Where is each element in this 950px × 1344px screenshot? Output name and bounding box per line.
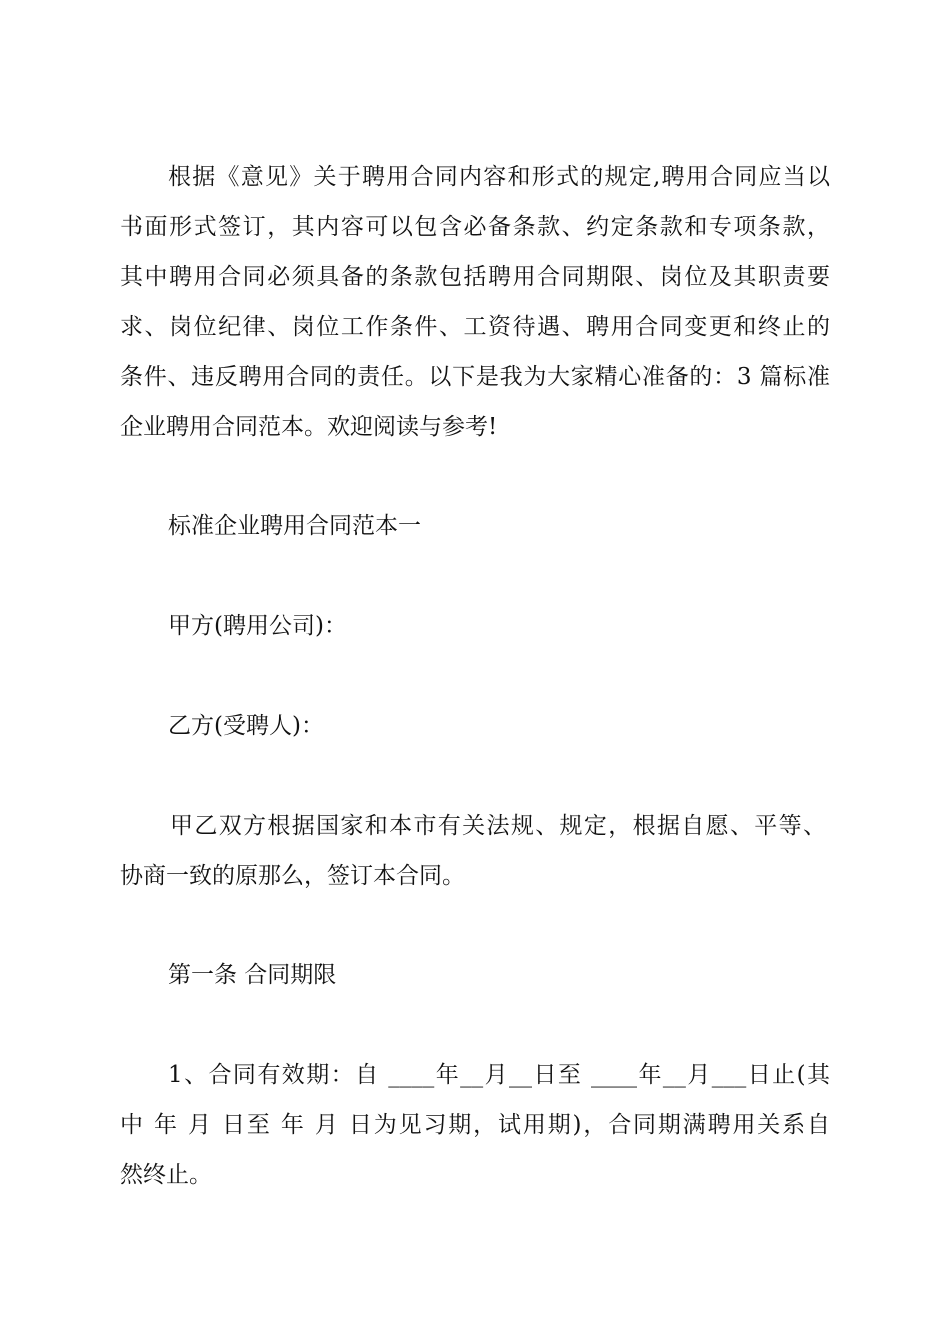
clause-1-line-3: 然终止。 [120,1162,212,1188]
intro-line-6: 企业聘用合同范本。欢迎阅读与参考! [120,414,498,440]
preamble-line-2: 协商一致的原那么，签订本合同。 [120,863,465,889]
section-title: 标准企业聘用合同范本一 [168,513,421,539]
intro-line-1: 根据《意见》关于聘用合同内容和形式的规定,聘用合同应当以 [168,164,830,190]
party-b-label: 乙方(受聘人)： [168,713,324,739]
clause-1-line-1: 1、合同有效期：自 ____年__月__日至 ____年__月___日止(其 [168,1062,830,1088]
preamble-line-1: 甲乙双方根据国家和本市有关法规、规定，根据自愿、平等、 [170,813,826,839]
clause-1-line-2: 中 年 月 日至 年 月 日为见习期，试用期)，合同期满聘用关系自 [120,1112,830,1138]
intro-line-3: 其中聘用合同必须具备的条款包括聘用合同期限、岗位及其职责要 [120,264,830,290]
intro-line-5: 条件、违反聘用合同的责任。以下是我为大家精心准备的：3 篇标准 [120,364,830,390]
intro-line-4: 求、岗位纪律、岗位工作条件、工资待遇、聘用合同变更和终止的 [120,314,830,340]
intro-line-2: 书面形式签订，其内容可以包含必备条款、约定条款和专项条款， [120,214,830,240]
article-1-title: 第一条 合同期限 [168,962,337,988]
party-a-label: 甲方(聘用公司)： [168,613,347,639]
